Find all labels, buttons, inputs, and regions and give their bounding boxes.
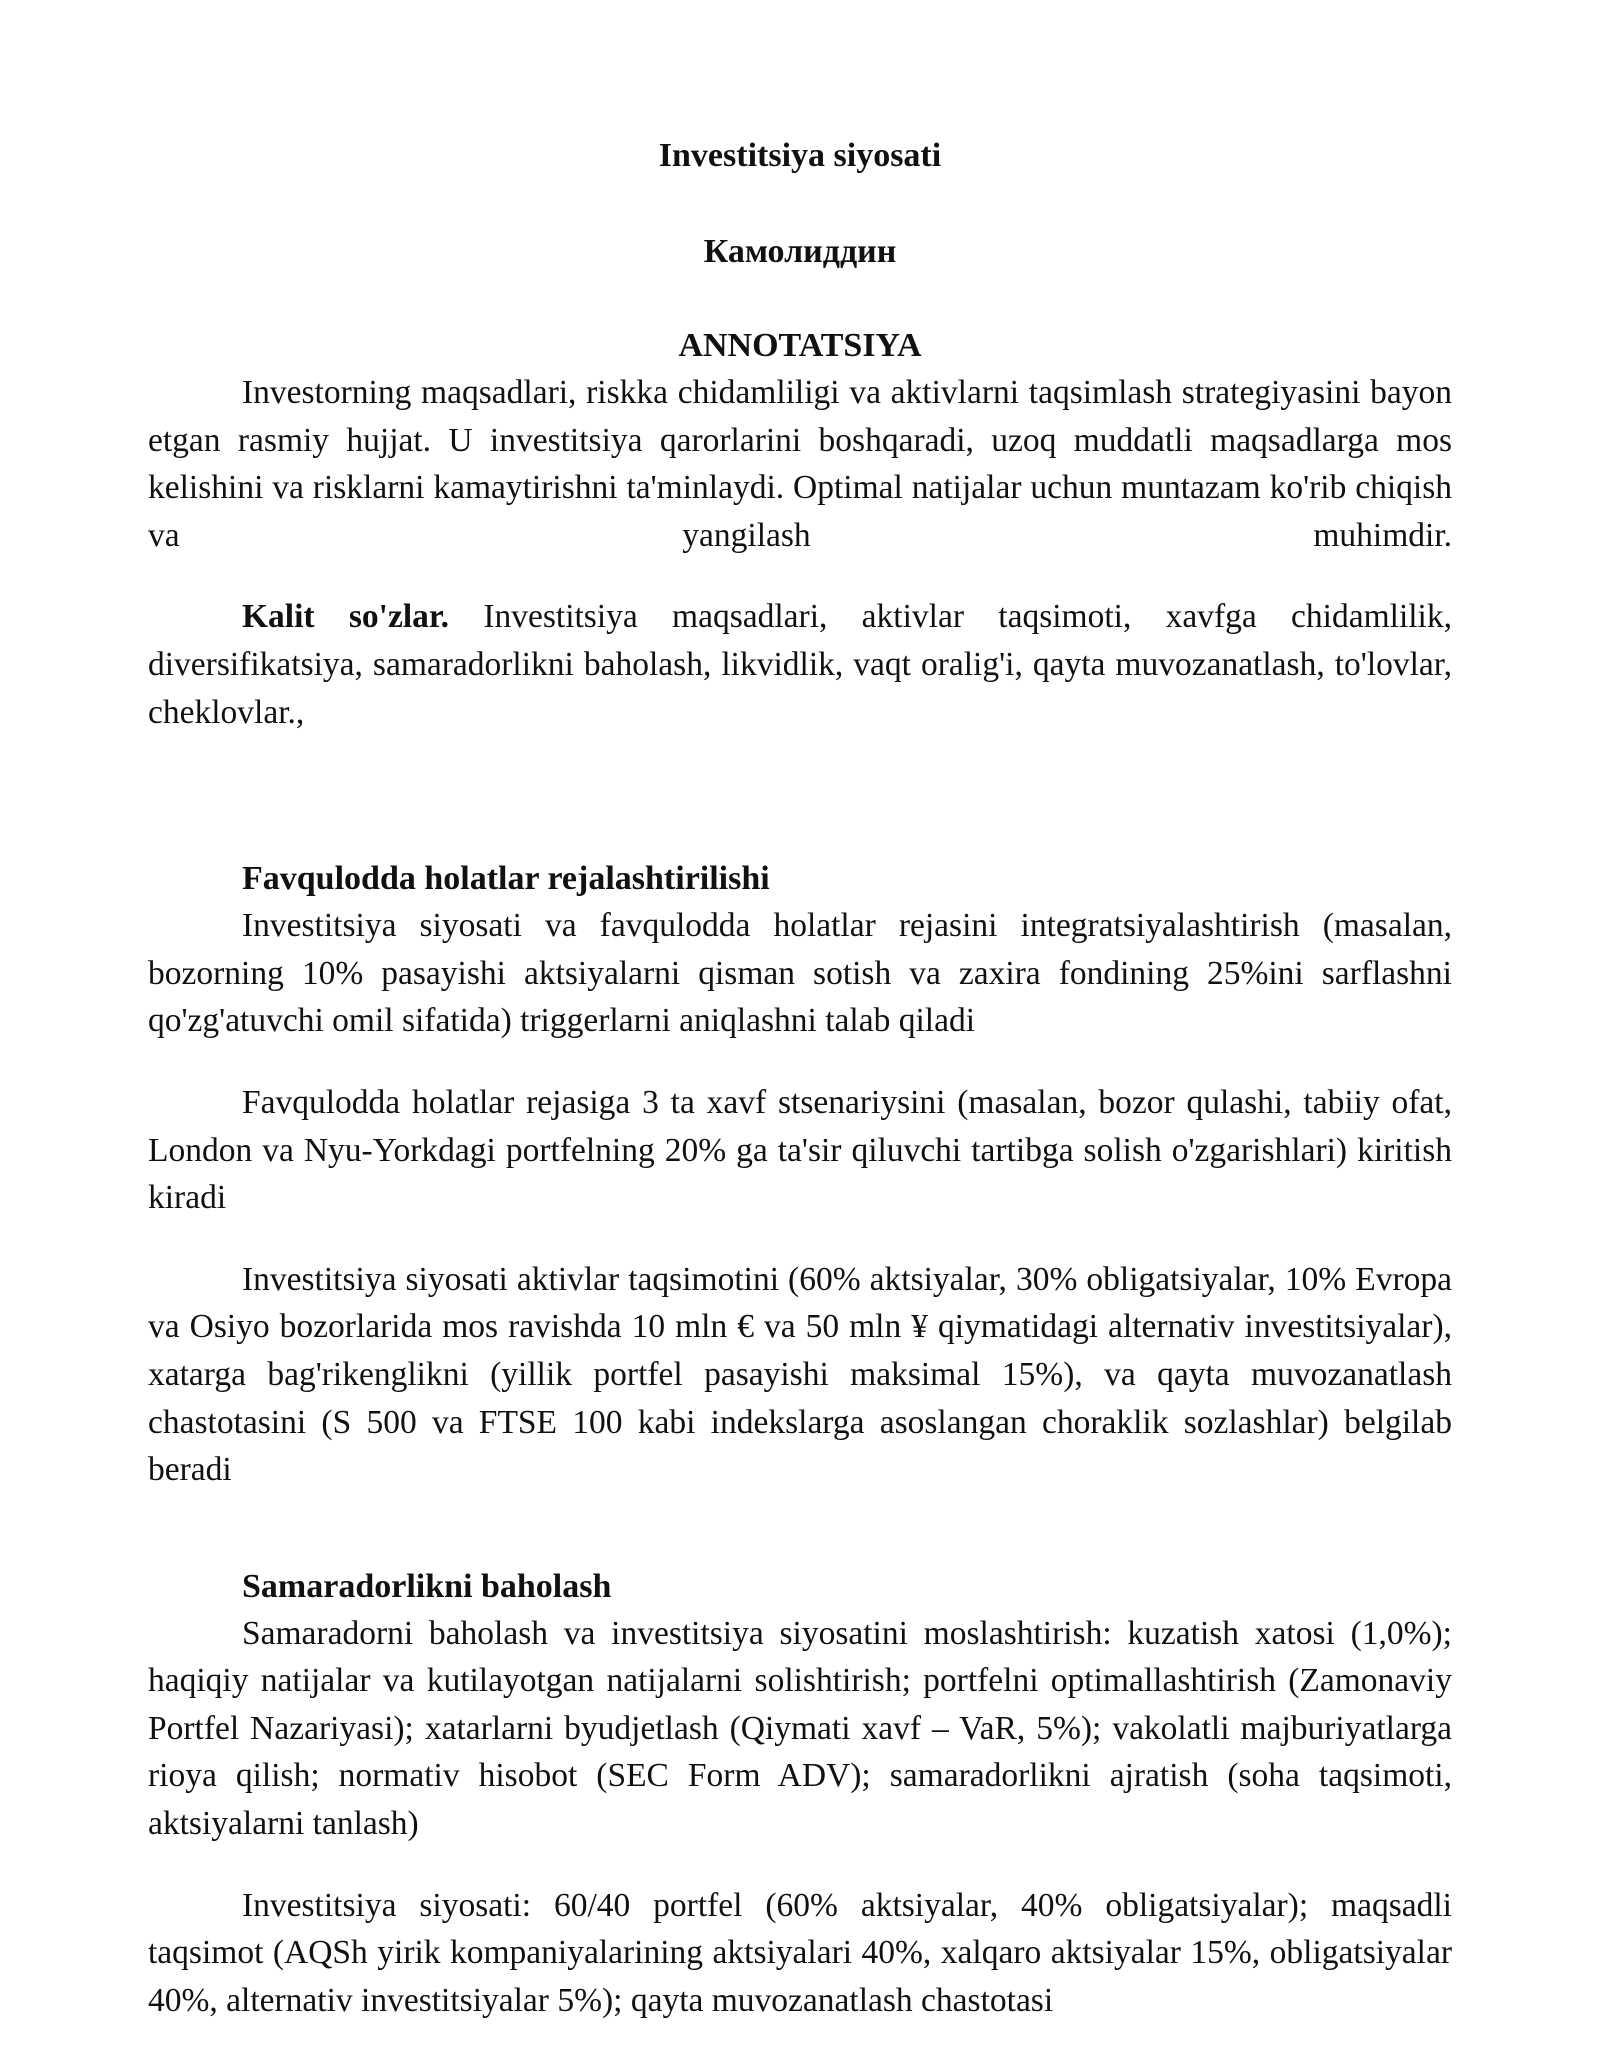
keywords-paragraph: [148, 593, 1452, 736]
keywords-text: Investitsiya maqsadlari, aktivlar taqsimoti, xavfga chidamlilik, diversifikatsiya, samaradorlikni baholash, likvidlik, vaqt oralig'i, qayta muvozanatlash, to'lovlar, cheklovlar.,: [148, 598, 1452, 731]
document-title: Investitsiya siyosati: [658, 137, 942, 174]
keywords-label: Kalit so'zlar.: [242, 598, 450, 636]
section-paragraph: Investitsiya siyosati: 60/40 portfel (60% aktsiyalar, 40% obligatsiyalar); maqsadli taqsimot (AQSh yirik kompaniyalarining aktsiyalari 40%, xalqaro aktsiyalar 15%, obligatsiyalar 40%, alternativ investitsiyalar 5%); qayta muvozanatlash chastotasi: [148, 1886, 1452, 2019]
section-paragraph: Investitsiya siyosati aktivlar taqsimotini (60% aktsiyalar, 30% obligatsiyalar, 10% Evropa va Osiyo bozorlarida mos ravishda 10 mln € va 50 mln ¥ qiymatidagi alternativ investitsiyalar), xatarga bag'rikenglikni (yillik portfel pasayishi maksimal 15%), va qayta muvozanatlash chastotasini (S 500 va FTSE 100 kabi indekslarga asoslangan choraklik sozlashlar) belgilab beradi: [148, 1260, 1452, 1489]
section-title-contingency: Favqulodda holatlar rejalashtirilishi: [242, 860, 770, 898]
document-author: Камолиддин: [703, 233, 897, 270]
section-paragraph: Favqulodda holatlar rejasiga 3 ta xavf stsenariysini (masalan, bozor qulashi, tabiiy ofat, London va Nyu-Yorkdagi portfelning 20% ga ta'sir qiluvchi tartibga solish o'zgarishlari) kiritish kiradi: [148, 1083, 1452, 1217]
abstract-text: Investorning maqsadlari, riskka chidamliligi va aktivlarni taqsimlash strategiyasini bayon etgan rasmiy hujjat. U investitsiya qarorlarini boshqaradi, uzoq muddatli maqsadlarga mos kelishini va risklarni kamaytirishni ta'minlaydi. Optimal natijalar uchun muntazam ko'rib chiqish va yangilash muhimdir.: [148, 374, 1452, 554]
abstract-heading: ANNOTATSIYA: [678, 327, 922, 364]
section-paragraph: Investitsiya siyosati va favqulodda holatlar rejasini integratsiyalashtirish (masalan, bozorning 10% pasayishi aktsiyalarni qisman sotish va zaxira fondining 25%ini sarflashni qo'zg'atuvchi omil sifatida) triggerlarni aniqlashni talab qiladi: [148, 907, 1452, 1040]
section-paragraph: Samaradorni baholash va investitsiya siyosatini moslashtirish: kuzatish xatosi (1,0%); haqiqiy natijalar va kutilayotgan natijalarni solishtirish; portfelni optimallashtirish (Zamonaviy Portfel Nazariyasi); xatarlarni byudjetlash (Qiymati xavf – VaR, 5%); vakolatli majburiyatlarga rioya qilish; normativ hisobot (SEC Form ADV); samaradorlikni ajratish (soha taqsimoti, aktsiyalarni tanlash): [148, 1614, 1452, 1843]
section-title-performance: Samaradorlikni baholash: [242, 1567, 612, 1605]
